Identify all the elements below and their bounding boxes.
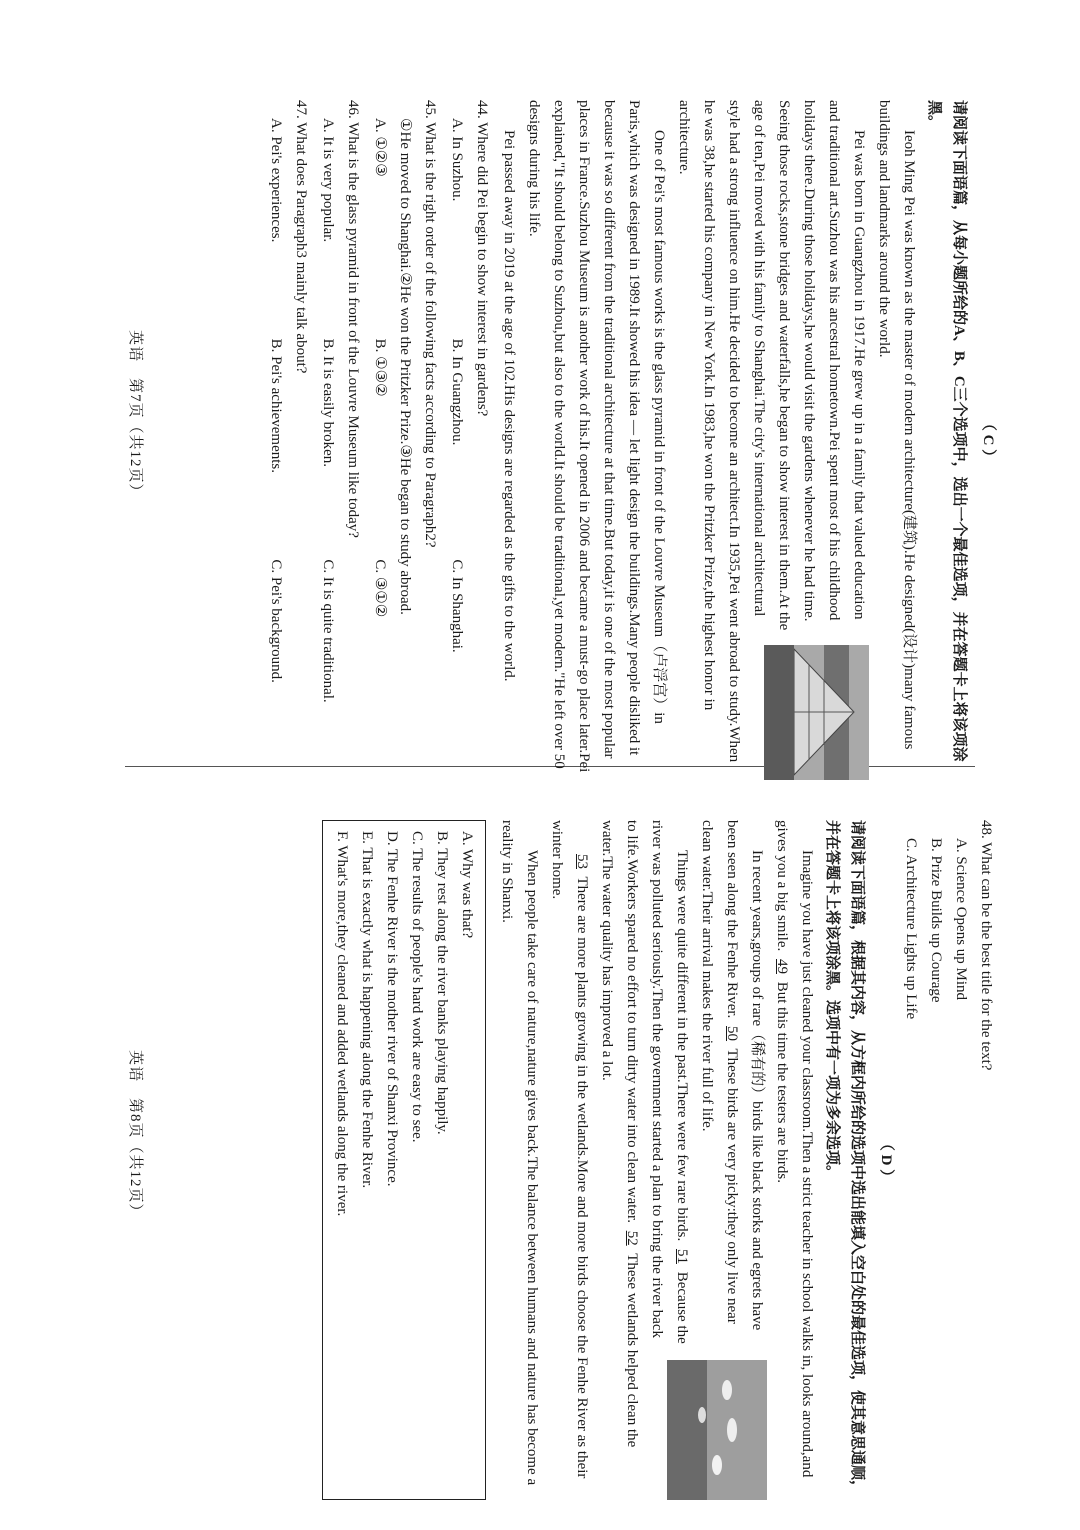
passage-d-p3: Things were quite different in the past.There were few rare birds. 51 Because the river was polluted seriously.Then the government started a plan to bring the river back to life.Workers spared no effort to turn dirty water into clean water. 52 These wetlands helped clean the water.The water quality has improved a lot. bbox=[599, 820, 690, 1448]
passage-d-p1: Imagine you have just cleaned your classroom.Then a strict teacher in school walks in, looks around,and gives you a big smile. 49 But this time the testers are birds. bbox=[774, 820, 815, 1478]
q44-option-c[interactable]: C. In Shanghai. bbox=[449, 559, 465, 653]
q46-stem: 46. What is the glass pyramid in front of the Louvre Museum like today? bbox=[345, 100, 361, 538]
q45-facts: ①He moved to Shanghai.②He won the Pritzker Prize.③He began to study abroad. bbox=[397, 118, 413, 615]
q48-stem: 48. What can be the best title for the text? bbox=[978, 820, 994, 1071]
passage-c-p4: Pei passed away in 2019 at the age of 102.His designs are regarded as the gifts to the world. bbox=[501, 130, 517, 682]
egrets-photo bbox=[667, 1360, 767, 1500]
q48-option-b[interactable]: B. Prize Builds up Courage bbox=[928, 838, 944, 1003]
passage-d-p2: In recent years,groups of rare（稀有的）birds like black storks and egrets have been seen along the Fenhe River. 50 These birds are very picky:they only live near clean water.Their arrival makes the river full of life. bbox=[699, 820, 765, 1331]
q48-option-c[interactable]: C. Architecture Lights up Life bbox=[903, 838, 919, 1020]
q44-stem: 44. Where did Pei begin to show interest in gardens? bbox=[474, 100, 490, 417]
option-a[interactable]: A. Why was that? bbox=[459, 831, 475, 939]
blank-49[interactable]: 49 bbox=[774, 959, 790, 974]
q45-option-b[interactable]: B. ①③② bbox=[372, 338, 388, 397]
passage-c-p2: Pei was born in Guangzhou in 1917.He grew up in a family that valued education and traditional art.Suzhou was his ancestral hometown.Pei spent most of his childhood holidays there.During those holidays,he would visit the gardens whenever he had time. Seeing those rocks,stone bridges and waterfalls,he began to show interest in them.At the age of ten,Pei moved with his family to Shanghai.The city's international architectural style had a strong influence on him.He decided to become an architect.In 1935,Pei went abroad to study.When he was 38,he started his company in New York.In 1983,he won the Pritzker Prize,the highest honor in architecture. bbox=[676, 100, 867, 763]
question-47 bbox=[263, 100, 313, 780]
section-d-title: （ D ） bbox=[878, 1135, 894, 1185]
option-b[interactable]: B. They rest along the river banks playing happily. bbox=[434, 831, 450, 1135]
option-c[interactable]: C. The results of people's hard work are easy to see. bbox=[409, 831, 425, 1143]
q44-option-b[interactable]: B. In Guangzhou. bbox=[449, 338, 465, 446]
option-f[interactable]: F. What's more,they cleaned and added wetlands along the river. bbox=[334, 831, 350, 1217]
question-48 bbox=[898, 820, 998, 1500]
q46-option-b[interactable]: B. It is easily broken. bbox=[320, 338, 336, 467]
passage-d-p4: 53 There are more plants growing in the wetlands.More and more birds choose the Fenhe River as their winter home. bbox=[549, 820, 590, 1479]
section-c-title: （ C ） bbox=[980, 415, 996, 465]
q46-option-a[interactable]: A. It is very popular. bbox=[320, 118, 336, 243]
louvre-pyramid-photo bbox=[764, 645, 869, 780]
option-e[interactable]: E. That is exactly what is happening along the Fenhe River. bbox=[359, 831, 375, 1189]
question-45 bbox=[367, 100, 442, 780]
section-d-instruction: 请阅读下面语篇，根据其内容，从方框内所给的选项中选出能填入空白处的最佳选项，使其意思通顺，并在答题卡上将该项涂黑。选项中有一项为多余选项。 bbox=[824, 820, 865, 1496]
page-8 bbox=[120, 820, 1000, 1500]
page-7-footer: 英语 第7页（共12页） bbox=[127, 330, 143, 500]
q45-option-c[interactable]: C. ③①② bbox=[372, 559, 388, 618]
q46-option-c[interactable]: C. It is quite traditional. bbox=[320, 559, 336, 703]
q44-option-a[interactable]: A. In Suzhou. bbox=[449, 118, 465, 202]
blank-50[interactable]: 50 bbox=[724, 1026, 740, 1042]
passage-d-p5: When people take care of nature,nature gives back.The balance between humans and nature has become a reality in Shanxi. bbox=[499, 820, 540, 1486]
q48-option-a[interactable]: A. Science Opens up Mind bbox=[953, 838, 969, 1001]
page-8-footer: 英语 第8页（共12页） bbox=[127, 1050, 143, 1220]
passage-c-p3: One of Pei's most famous works is the glass pyramid in front of the Louvre Museum（卢浮宫）in Paris,which was designed in 1989.It showed his idea — let light design the buildings.Many people disliked it because it was so different from the traditional architecture at that time.But today,it is one of the most popular places in France.Suzhou Museum is another work of his.It opened in 2006 and became a must-go place later.Pei explained,"It should belong to Suzhou,but also to the world.It should be traditional,yet modern."He left over 50 designs during his life. bbox=[526, 100, 667, 773]
question-46 bbox=[315, 100, 365, 780]
q47-option-a[interactable]: A. Pei's experiences. bbox=[268, 118, 284, 243]
option-d[interactable]: D. The Fenhe River is the mother river of Shanxi Province. bbox=[384, 831, 400, 1187]
page-7 bbox=[120, 100, 1000, 780]
passage-c-p1: Ieoh Ming Pei was known as the master of modern architecture(建筑).He designed(设计)many famous buildings and landmarks around the world. bbox=[876, 100, 917, 750]
options-box bbox=[322, 820, 486, 1500]
section-c-instruction: 请阅读下面语篇，从每小题所给的A、B、C三个选项中，选出一个最佳选项，并在答题卡上将该项涂黑。 bbox=[926, 100, 967, 762]
q45-option-a[interactable]: A. ①②③ bbox=[372, 118, 388, 177]
blank-53[interactable]: 53 bbox=[574, 854, 590, 869]
blank-51[interactable]: 51 bbox=[674, 1248, 690, 1264]
q47-option-c[interactable]: C. Pei's background. bbox=[268, 559, 284, 683]
blank-52[interactable]: 52 bbox=[624, 1230, 640, 1246]
q45-stem: 45. What is the right order of the following facts according to Paragraph2? bbox=[422, 100, 438, 548]
q47-option-b[interactable]: B. Pei's achievements. bbox=[268, 338, 284, 474]
question-44 bbox=[444, 100, 494, 780]
q47-stem: 47. What does Paragraph3 mainly talk about? bbox=[293, 100, 309, 374]
